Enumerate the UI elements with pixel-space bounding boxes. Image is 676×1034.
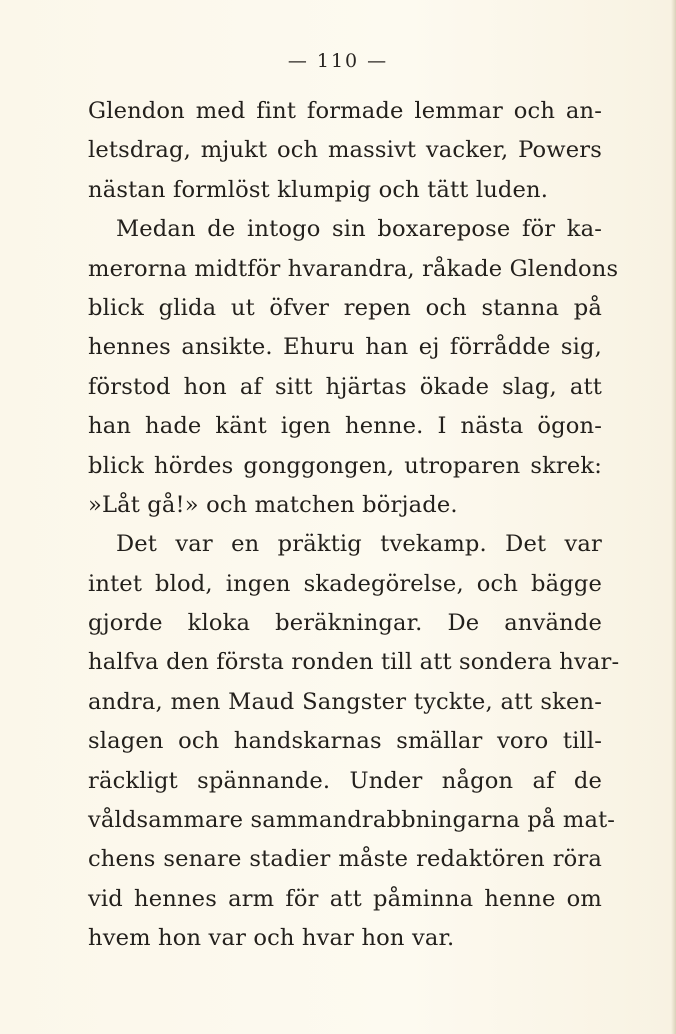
page-edge-shadow — [671, 0, 676, 1034]
text-line: blick glida ut öfver repen och stanna på — [88, 294, 602, 321]
text-line: intet blod, ingen skadegörelse, och bägge — [88, 570, 602, 597]
page-number: — 110 — — [287, 50, 389, 72]
text-line: letsdrag, mjukt och massivt vacker, Powers — [88, 137, 602, 164]
text-line: andra, men Maud Sangster tyckte, att sken- — [88, 688, 602, 715]
text-line: räckligt spännande. Under någon af de — [88, 767, 602, 794]
text-line: blick hördes gonggongen, utroparen skrek: — [88, 452, 602, 479]
text-line: hvem hon var och hvar hon var. — [88, 925, 455, 952]
text-line: förstod hon af sitt hjärtas ökade slag, att — [88, 373, 602, 400]
body-text — [88, 92, 620, 959]
text-line: »Låt gå!» och matchen började. — [88, 491, 458, 518]
text-line: slagen och handskarnas smällar voro till- — [88, 728, 602, 755]
text-line: gjorde kloka beräkningar. De använde — [88, 610, 602, 637]
text-line: våldsammare sammandrabbningarna på mat- — [88, 807, 616, 834]
text-line: halfva den första ronden till att sondera hvar- — [88, 649, 620, 676]
text-line: hennes ansikte. Ehuru han ej förrådde sig, — [88, 334, 602, 361]
text-line: nästan formlöst klumpig och tätt luden. — [88, 176, 549, 203]
text-line: Det var en präktig tvekamp. Det var — [116, 531, 602, 558]
text-line: han hade känt igen henne. I nästa ögon- — [88, 413, 602, 440]
text-line: chens senare stadier måste redaktören röra — [88, 846, 602, 873]
text-line: Glendon med fint formade lemmar och an- — [88, 98, 602, 124]
text-line: vid hennes arm för att påminna henne om — [88, 885, 602, 912]
text-line: merorna midtför hvarandra, råkade Glendons — [88, 255, 619, 282]
text-line: Medan de intogo sin boxarepose för ka- — [116, 216, 602, 243]
